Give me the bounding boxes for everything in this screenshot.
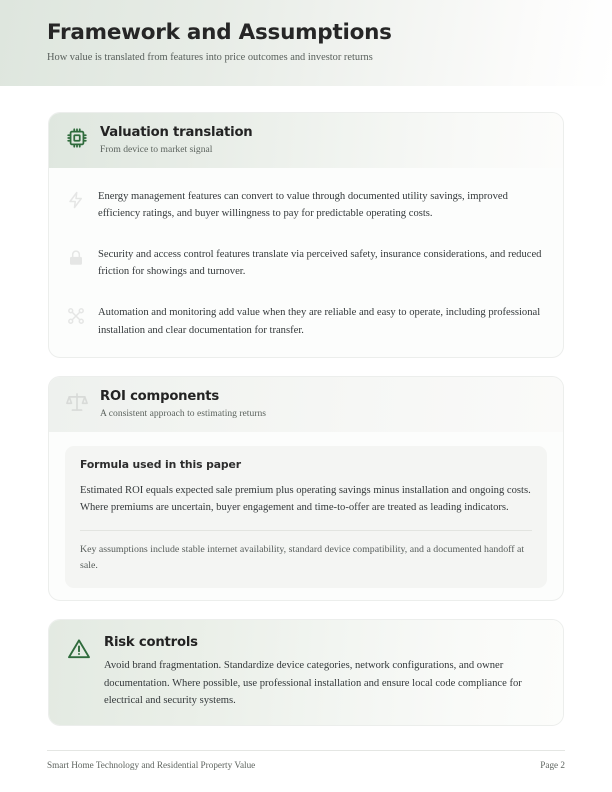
bullet-text: Energy management features can convert to value through documented utility savings, improved efficiency ratings, and buyer willingness to pay for predictable operating costs.	[98, 190, 508, 219]
risk-text: Avoid brand fragmentation. Standardize device categories, network configurations, and owner documentation. Where possible, use professional installation and ensure local code compliance for electrical and security systems.	[104, 660, 522, 706]
warning-triangle-icon	[66, 636, 92, 662]
formula-panel-title: Formula used in this paper	[80, 457, 241, 471]
page-footer	[47, 750, 565, 770]
formula-panel-note: Key assumptions include stable internet availability, standard device compatibility, and a documented handoff at sale.	[80, 543, 525, 571]
card-header-text-valuation	[100, 125, 547, 156]
scales-balance-icon	[65, 390, 89, 414]
card-body-risk	[104, 635, 545, 709]
card-header-risk	[49, 620, 563, 725]
cpu-chip-icon	[65, 126, 89, 150]
bullet-item	[65, 240, 547, 298]
footer-document-title: Smart Home Technology and Residential Property Value	[47, 760, 256, 770]
card-header-valuation	[49, 113, 563, 168]
formula-panel	[65, 446, 547, 588]
card-valuation-translation	[48, 112, 564, 358]
content-area	[48, 112, 564, 726]
card-title-risk: Risk controls	[104, 634, 198, 650]
bullet-item	[65, 298, 547, 344]
page-title: Framework and Assumptions	[47, 20, 392, 45]
page-header-band	[0, 0, 612, 86]
network-nodes-icon	[65, 305, 87, 327]
page-subtitle: How value is translated from features into price outcomes and investor returns	[47, 52, 373, 64]
formula-panel-divider	[80, 530, 532, 531]
bullet-item	[65, 182, 547, 240]
card-header-roi	[49, 377, 563, 432]
bullet-text: Security and access control features translate via perceived safety, insurance considerations, and reduced friction for showings and turnover.	[98, 249, 542, 278]
lightning-bolt-icon	[65, 189, 87, 211]
card-body-roi	[49, 432, 563, 600]
footer-divider	[47, 750, 565, 751]
formula-panel-paragraph: Estimated ROI equals expected sale premium plus operating savings minus installation and ongoing costs. Where premiums are uncertain, buyer engagement and time-to-offer are treated as leading indicators.	[80, 484, 531, 513]
footer-row	[47, 760, 565, 770]
bullet-text: Automation and monitoring add value when they are reliable and easy to operate, including professional installation and clear documentation for transfer.	[98, 307, 541, 336]
card-subtitle-valuation: From device to market signal	[100, 143, 213, 155]
card-header-text-roi	[100, 389, 547, 420]
card-roi-components	[48, 376, 564, 601]
card-title-valuation: Valuation translation	[100, 125, 253, 140]
card-title-roi: ROI components	[100, 388, 220, 404]
lock-icon	[65, 247, 87, 269]
card-subtitle-roi: A consistent approach to estimating returns	[100, 407, 266, 419]
footer-page-number: Page 2	[540, 760, 565, 770]
card-risk-controls	[48, 619, 564, 726]
card-body-valuation	[49, 168, 563, 357]
